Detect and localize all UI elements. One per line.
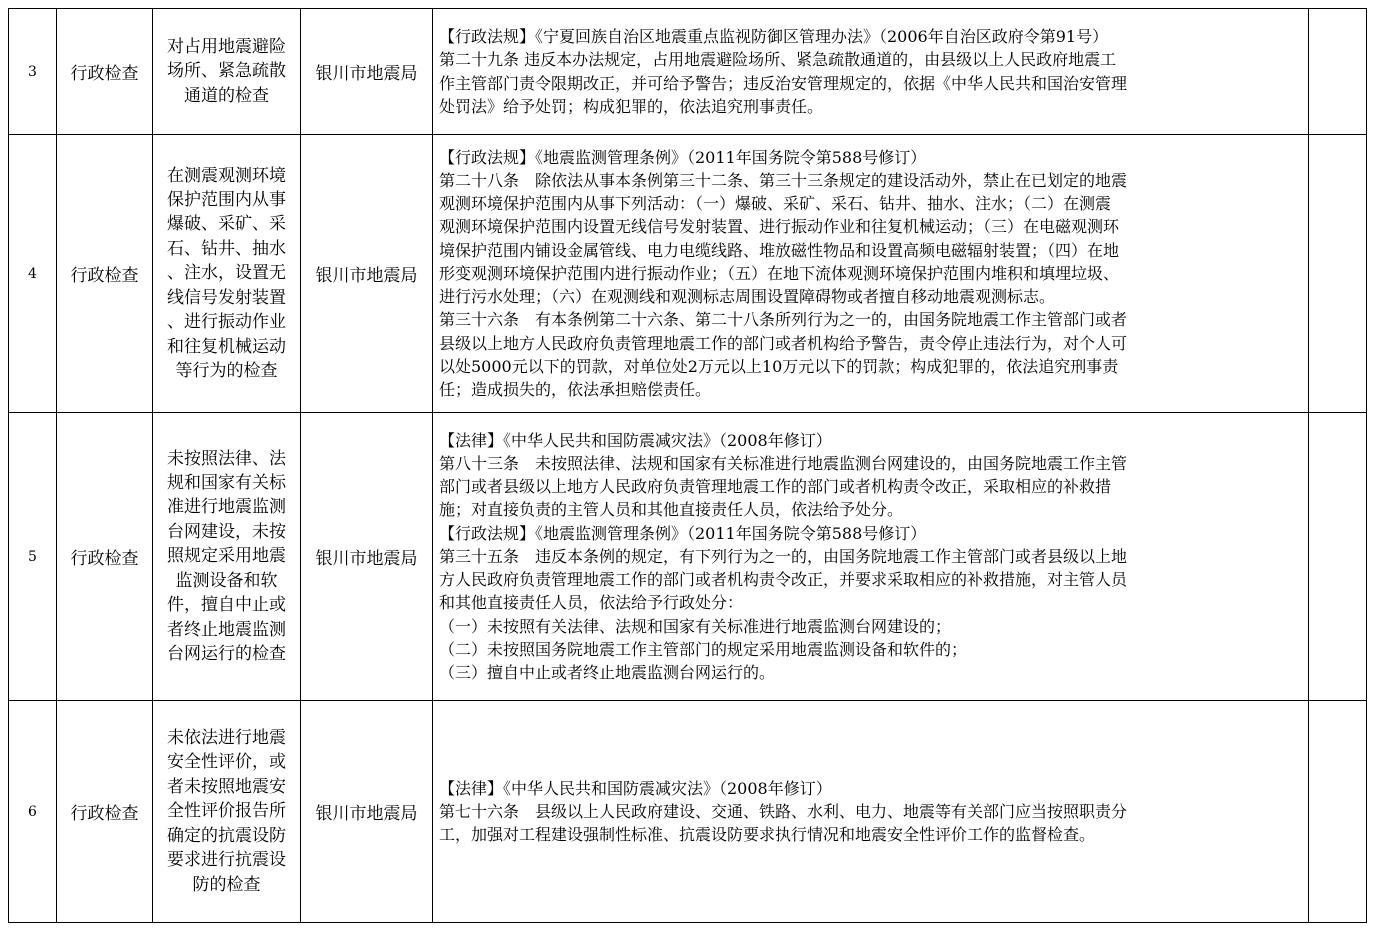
row-number: 5: [9, 413, 57, 701]
item-name-line: 件，擅自中止或: [167, 595, 286, 616]
item-name-line: 保护范围内从事: [167, 190, 286, 211]
legal-basis-line: （三）擅自中止或者终止地震监测台网运行的。: [439, 662, 776, 682]
row-number: 3: [9, 9, 57, 135]
item-name-line: 和往复机械运动: [167, 336, 286, 357]
item-name-line: 未依法进行地震: [167, 728, 286, 749]
item-name-line: 在测震观测环境: [167, 165, 286, 186]
legal-basis-line: 观测环境保护范围内设置无线信号发射装置、进行振动作业和往复机械运动；（三）在电磁观测环: [439, 217, 1120, 237]
item-name-line: 照规定采用地震: [167, 546, 286, 567]
legal-basis: [433, 135, 1309, 413]
inspection-items-table: [8, 8, 1367, 923]
legal-basis-line: 境保护范围内铺设金属管线、电力电缆线路、堆放磁性物品和设置高频电磁辐射装置；（四）在地: [439, 240, 1120, 260]
implementing-agency: 银川市地震局: [301, 701, 433, 923]
legal-basis: [433, 413, 1309, 701]
legal-basis-line: 部门或者县级以上地方人民政府负责管理地震工作的部门或者机构责令改正，采取相应的补救措: [439, 477, 1112, 497]
legal-basis: [433, 701, 1309, 923]
remarks-cell: [1309, 701, 1367, 923]
legal-basis-line: 进行污水处理；（六）在观测线和观测标志周围设置障碍物或者擅自移动地震观测标志。: [439, 287, 1056, 307]
item-name-line: 者终止地震监测: [167, 619, 286, 640]
legal-basis-line: 第八十三条 未按照法律、法规和国家有关标准进行地震监测台网建设的，由国务院地震工作主管: [439, 454, 1128, 474]
item-name-line: 通道的检查: [184, 85, 269, 106]
legal-basis-line: 第三十五条 违反本条例的规定，有下列行为之一的，由国务院地震工作主管部门或者县级以上地: [439, 546, 1128, 566]
table-row: [9, 413, 1367, 701]
item-name-line: 安全性评价，或: [167, 752, 286, 773]
item-name-line: 全性评价报告所: [167, 801, 286, 822]
legal-basis-line: 以处5000元以下的罚款，对单位处2万元以上10万元以下的罚款；构成犯罪的，依法追究刑事责: [439, 356, 1119, 376]
legal-basis-line: 作主管部门责令限期改正，并可给予警告；违反治安管理规定的，依据《中华人民共和国治安管理: [439, 73, 1128, 93]
item-name-line: 场所、紧急疏散: [167, 61, 286, 82]
legal-basis-line: 形变观测环境保护范围内进行振动作业；（五）在地下流体观测环境保护范围内堆积和填埋垃圾、: [439, 263, 1120, 283]
legal-basis-line: 第二十九条 违反本办法规定，占用地震避险场所、紧急疏散通道的，由县级以上人民政府地震工: [439, 50, 1117, 70]
implementing-agency: 银川市地震局: [301, 135, 433, 413]
item-name-line: 准进行地震监测: [167, 497, 286, 518]
legal-basis-line: （二）未按照国务院地震工作主管部门的规定采用地震监测设备和软件的；: [439, 639, 968, 659]
legal-basis-line: 【法律】《中华人民共和国防震减灾法》（2008年修订）: [439, 778, 832, 798]
table-row: [9, 9, 1367, 135]
legal-basis-line: （一）未按照有关法律、法规和国家有关标准进行地震监测台网建设的；: [439, 616, 952, 636]
item-name-line: 未按照法律、法: [167, 448, 286, 469]
table-row: [9, 135, 1367, 413]
legal-basis-line: 县级以上地方人民政府负责管理地震工作的部门或者机构给予警告，责令停止违法行为，对个人可: [439, 333, 1128, 353]
item-name-line: 石、钻井、抽水: [167, 238, 286, 259]
legal-basis-line: 【行政法规】《宁夏回族自治区地震重点监视防御区管理办法》（2006年自治区政府令第91号）: [439, 27, 1109, 47]
item-name-line: 、注水，设置无: [167, 263, 286, 284]
item-name-line: 、进行振动作业: [167, 312, 286, 333]
item-name-line: 者未按照地震安: [167, 776, 286, 797]
implementing-agency: 银川市地震局: [301, 9, 433, 135]
legal-basis-line: 第三十六条 有本条例第二十六条、第二十八条所列行为之一的，由国务院地震工作主管部门或者: [439, 310, 1128, 330]
item-type: 行政检查: [57, 9, 153, 135]
implementing-agency: 银川市地震局: [301, 413, 433, 701]
item-type: 行政检查: [57, 135, 153, 413]
item-name-line: 台网建设，未按: [167, 521, 286, 542]
legal-basis-line: 第七十六条 县级以上人民政府建设、交通、铁路、水利、电力、地震等有关部门应当按照职责分: [439, 801, 1128, 821]
remarks-cell: [1309, 135, 1367, 413]
item-name-line: 对占用地震避险: [167, 36, 286, 57]
remarks-cell: [1309, 9, 1367, 135]
item-name-line: 确定的抗震设防: [167, 825, 286, 846]
row-number: 6: [9, 701, 57, 923]
remarks-cell: [1309, 413, 1367, 701]
legal-basis-line: 第二十八条 除依法从事本条例第三十二条、第三十三条规定的建设活动外，禁止在已划定的地震: [439, 171, 1128, 191]
item-name-line: 爆破、采矿、采: [167, 214, 286, 235]
table-row: [9, 701, 1367, 923]
legal-basis-line: 【行政法规】《地震监测管理条例》（2011年国务院令第588号修订）: [439, 523, 927, 543]
item-name-line: 线信号发射装置: [167, 287, 286, 308]
item-name-line: 规和国家有关标: [167, 473, 286, 494]
item-type: 行政检查: [57, 701, 153, 923]
item-name: [153, 701, 301, 923]
legal-basis-line: 【行政法规】《地震监测管理条例》（2011年国务院令第588号修订）: [439, 147, 927, 167]
item-name-line: 要求进行抗震设: [167, 850, 286, 871]
item-name-line: 等行为的检查: [175, 360, 278, 381]
legal-basis-line: 工，加强对工程建设强制性标准、抗震设防要求执行情况和地震安全性评价工作的监督检查。: [439, 825, 1096, 845]
item-name-line: 台网运行的检查: [167, 643, 286, 664]
legal-basis-line: 【法律】《中华人民共和国防震减灾法》（2008年修订）: [439, 430, 832, 450]
item-name: [153, 135, 301, 413]
legal-basis-line: 处罚法》给予处罚；构成犯罪的，依法追究刑事责任。: [439, 96, 824, 116]
item-name-line: 监测设备和软: [175, 570, 278, 591]
legal-basis-line: 和其他直接责任人员，依法给予行政处分：: [439, 593, 744, 613]
item-name: [153, 413, 301, 701]
item-name: [153, 9, 301, 135]
legal-basis: [433, 9, 1309, 135]
legal-basis-line: 方人民政府负责管理地震工作的部门或者机构责令改正，并要求采取相应的补救措施，对主管人员: [439, 570, 1128, 590]
item-type: 行政检查: [57, 413, 153, 701]
item-name-line: 防的检查: [192, 874, 261, 895]
legal-basis-line: 施；对直接负责的主管人员和其他直接责任人员，依法给予处分。: [439, 500, 904, 520]
legal-basis-line: 任；造成损失的，依法承担赔偿责任。: [439, 379, 712, 399]
legal-basis-line: 观测环境保护范围内从事下列活动：（一）爆破、采矿、采石、钻井、抽水、注水；（二）在测震: [439, 194, 1112, 214]
row-number: 4: [9, 135, 57, 413]
